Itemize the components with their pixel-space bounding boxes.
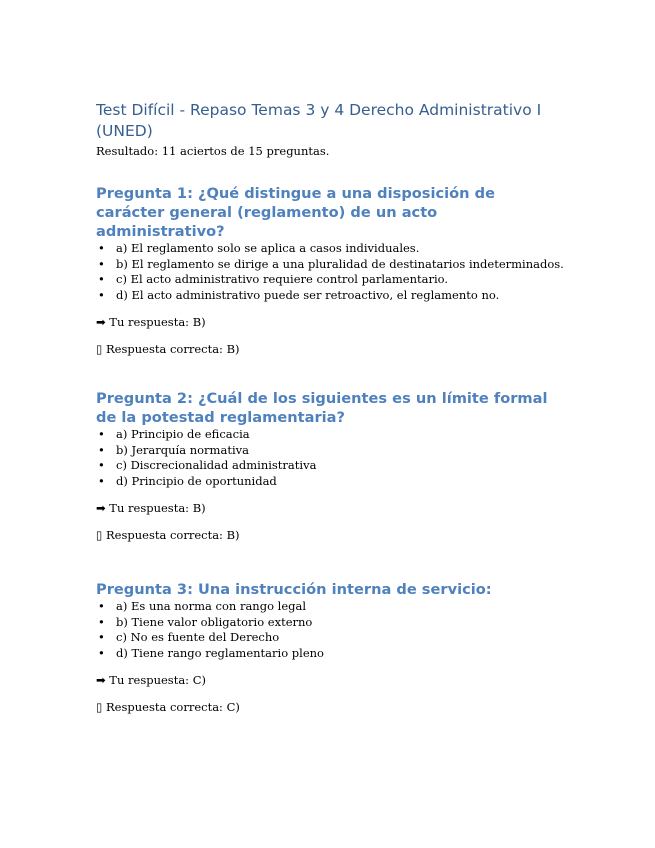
bullet-icon: • [98,427,105,441]
bullet-icon: • [98,287,105,302]
bullet-icon: • [98,645,105,660]
option-b: • b) El reglamento se dirige a una pluralidad de destinatarios indeterminados. [98,256,564,271]
missing-glyph-box-icon: ▯ [96,528,103,542]
option-d: • d) Principio de oportunidad [98,473,277,488]
missing-glyph-box-icon: ▯ [96,342,103,356]
option-a: • a) Principio de eficacia [98,427,250,441]
bullet-icon: • [98,241,105,255]
your-answer: ➡ Tu respuesta: C) [96,673,207,687]
question-1-options [96,241,566,303]
question-3 [96,580,566,715]
bullet-icon: • [98,256,105,271]
question-1 [96,184,566,357]
bullet-icon: • [98,473,105,488]
your-answer: ➡ Tu respuesta: B) [96,501,206,515]
right-arrow-icon: ➡ [96,501,106,515]
question-1-title: Pregunta 1: ¿Qué distingue a una disposición de carácter general (reglamento) de un acto administrativo? [96,185,495,240]
option-b: • b) Tiene valor obligatorio externo [98,614,313,629]
option-a: • a) Es una norma con rango legal [98,599,307,613]
question-2-options [96,427,566,489]
correct-answer: ▯ Respuesta correcta: B) [96,528,240,542]
bullet-icon: • [98,442,105,457]
right-arrow-icon: ➡ [96,315,106,329]
option-b: • b) Jerarquía normativa [98,442,249,457]
correct-answer: ▯ Respuesta correcta: B) [96,342,240,356]
option-a: • a) El reglamento solo se aplica a casos individuales. [98,241,420,255]
document-title: Test Difícil - Repaso Temas 3 y 4 Derecho Administrativo I (UNED) [96,101,542,140]
bullet-icon: • [98,458,105,472]
missing-glyph-box-icon: ▯ [96,700,103,714]
question-2 [96,389,566,543]
option-d: • d) El acto administrativo puede ser retroactivo, el reglamento no. [98,287,500,302]
document-page [96,100,566,714]
option-c: • c) El acto administrativo requiere control parlamentario. [98,272,449,286]
correct-answer: ▯ Respuesta correcta: C) [96,700,240,714]
your-answer: ➡ Tu respuesta: B) [96,315,206,329]
question-2-title: Pregunta 2: ¿Cuál de los siguientes es un límite formal de la potestad reglamentaria? [96,390,548,426]
bullet-icon: • [98,614,105,629]
option-c: • c) Discrecionalidad administrativa [98,458,317,472]
right-arrow-icon: ➡ [96,673,106,687]
bullet-icon: • [98,630,105,644]
option-d: • d) Tiene rango reglamentario pleno [98,645,324,660]
question-3-options [96,599,566,661]
bullet-icon: • [98,599,105,613]
question-3-title: Pregunta 3: Una instrucción interna de servicio: [96,581,492,598]
result-summary: Resultado: 11 aciertos de 15 preguntas. [96,144,330,158]
option-c: • c) No es fuente del Derecho [98,630,280,644]
bullet-icon: • [98,272,105,286]
